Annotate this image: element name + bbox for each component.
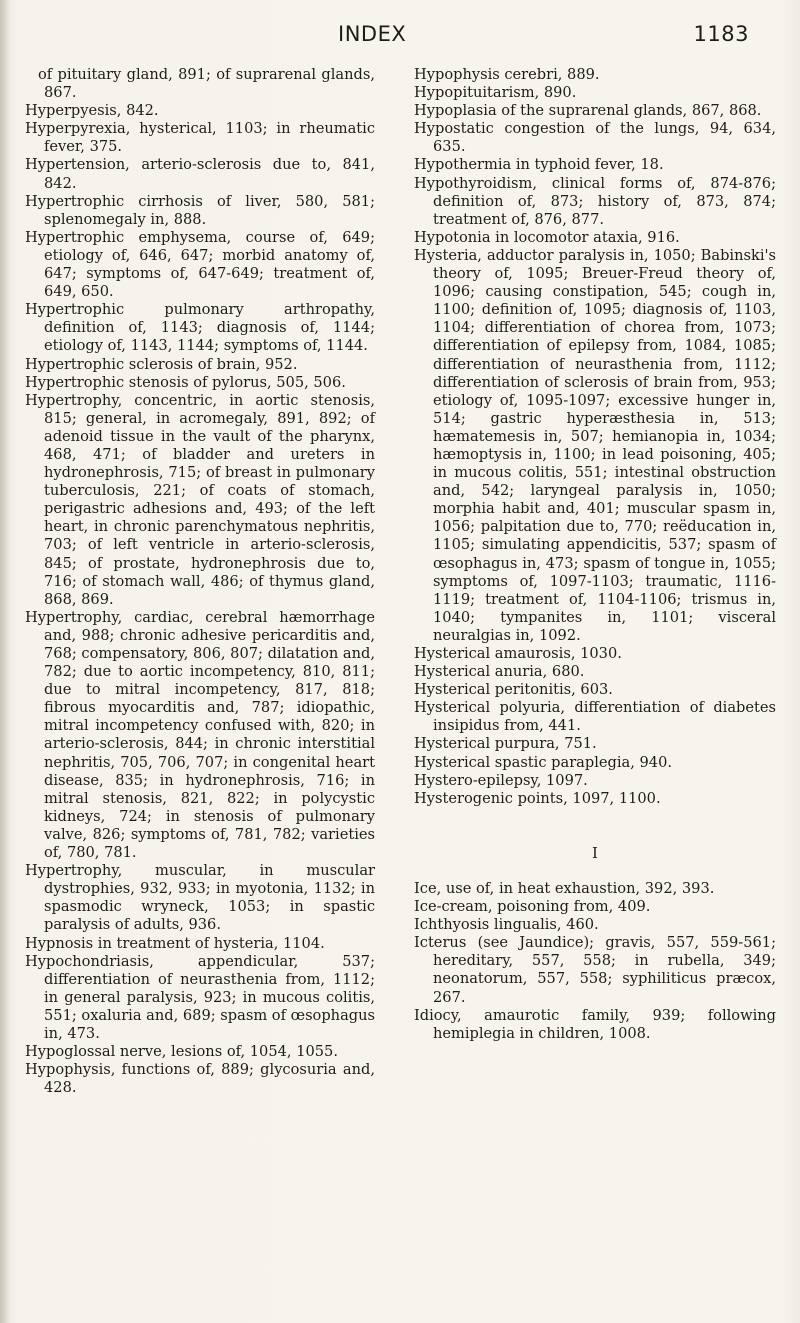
index-entry: Hypoplasia of the suprarenal glands, 867, 868. [414,102,762,120]
index-entry: Hypertrophic stenosis of pylorus, 505, 506. [25,373,346,391]
index-entry: Hypothyroidism, clinical forms of, 874-876; definition of, 873; history of, 873, 874; treatment of, 876, 877. [414,174,776,228]
section-letter: I [592,843,598,862]
index-entry: Hypertrophy, muscular, in muscular dystrophies, 932, 933; in myotonia, 1132; in spasmodic wryneck, 1053; in spastic paralysis of adults, 936. [25,862,375,934]
index-entry: Hypertension, arterio-sclerosis due to, 841, 842. [25,156,375,192]
index-entry: Hyperpyesis, 842. [25,102,159,120]
page-header [0,22,800,52]
index-entry: Hypertrophic cirrhosis of liver, 580, 581; splenomegaly in, 888. [25,192,375,228]
index-entry: Hysterical purpura, 751. [414,735,597,753]
index-entry: Hypertrophy, concentric, in aortic stenosis, 815; general, in acromegaly, 891, 892; of adenoid tissue in the vault of the pharynx, 468, 471; of bladder and ureters in hydronephrosis, 715; of breast in pulmonary tuberculosis, 221; of coats of stomach, perigastric adhesions and, 493; of the left heart, in chronic parenchymatous nephritis, 703; of left ventricle in arterio-sclerosis, 845; of prostate, hydronephrosis due to, 716; of stomach wall, 486; of thymus gland, 868, 869. [25,391,375,608]
index-entry: Hystero-epilepsy, 1097. [414,771,588,789]
index-entry: Hypophysis, functions of, 889; glycosuria and, 428. [25,1061,375,1097]
index-entry: Hypophysis cerebri, 889. [414,66,600,83]
index-entry: Ice-cream, poisoning from, 409. [414,898,651,916]
page-number: 1183 [693,22,749,46]
right-column [414,66,776,1043]
index-entry: Hyperpyrexia, hysterical, 1103; in rheumatic fever, 375. [25,120,375,156]
index-entry: Hypostatic congestion of the lungs, 94, 634, 635. [414,120,776,156]
index-entry: Hysterical amaurosis, 1030. [414,645,622,662]
index-entry: Hypochondriasis, appendicular, 537; differentiation of neurasthenia from, 1112; in general paralysis, 923; in mucous colitis, 551; oxaluria and, 689; spasm of œsophagus in, 473. [25,952,376,1042]
index-entry: Hypopituitarism, 890. [414,84,577,102]
index-entry: Ice, use of, in heat exhaustion, 392, 393. [414,879,715,897]
index-entry: of pituitary gland, 891; of suprarenal glands, 867. [38,66,375,102]
index-entry: Hypotonia in locomotor ataxia, 916. [414,228,680,246]
index-entry: Hysterical spastic paraplegia, 940. [414,753,672,771]
index-entry: Ichthyosis lingualis, 460. [414,916,599,934]
index-entry: Hysteria, adductor paralysis in, 1050; Babinski's theory of, 1095; Breuer-Freud theory of, 1096; causing constipation, 545; cough in, 1100; definition of, 1095; diagnosis of, 1103, 1104; differentiation of chorea from, 1073; differentiation of epilepsy from, 1084, 1085; differentiation of neurasthenia from, 1112; differentiation of sclerosis of brain from, 953; etiology of, 1095-1097; excessive hunger in, 514; gastric hyperæsthesia in, 513; hæmatemesis in, 507; hemianopia in, 1034; hæmoptysis in, 1100; in lead poisoning, 405; in mucous colitis, 551; intestinal obstruction and, 542; laryngeal paralysis in, 1050; morphia habit and, 401; muscular spasm in, 1056; palpitation due to, 770; reëducation in, 1105; simulating appendicitis, 537; spasm of œsophagus in, 473; spasm of tongue in, 1055; symptoms of, 1097-1103; traumatic, 1116-1119; treatment of, 1104-1106; trismus in, 1040; tympanites in, 1101; visceral neuralgias in, 1092. [414,246,776,644]
index-entry: Hypothermia in typhoid fever, 18. [414,156,664,174]
index-entry: Idiocy, amaurotic family, 939; following hemiplegia in children, 1008. [414,1006,776,1042]
index-entry: Hypertrophic sclerosis of brain, 952. [25,355,298,373]
index-entry: Hypertrophy, cardiac, cerebral hæmorrhage and, 988; chronic adhesive pericarditis and, 768; compensatory, 806, 807; dilatation and, 782; due to aortic incompetency, 810, 811; due to mitral incompetency, 817, 818; fibrous myocarditis and, 787; idiopathic, mitral incompetency confused with, 820; in arterio-sclerosis, 844; in chronic interstitial nephritis, 705, 706, 707; in congenital heart disease, 835; in hydronephrosis, 716; in mitral stenosis, 821, 822; in polycystic kidneys, 724; in stenosis of pulmonary valve, 826; symptoms of, 781, 782; varieties of, 780, 781. [25,608,375,862]
index-entry: Hysterogenic points, 1097, 1100. [414,789,661,807]
index-entry: Hypertrophic emphysema, course of, 649; etiology of, 646, 647; morbid anatomy of, 647; symptoms of, 647-649; treatment of, 649, 650. [25,228,375,301]
index-entry: Hysterical polyuria, differentiation of diabetes insipidus from, 441. [414,699,776,735]
index-entry: Hypoglossal nerve, lesions of, 1054, 1055. [25,1043,338,1061]
index-entry: Hypertrophic pulmonary arthropathy, definition of, 1143; diagnosis of, 1144; etiology of, 1143, 1144; symptoms of, 1144. [25,301,375,355]
index-entry: Hysterical peritonitis, 603. [414,681,613,699]
index-entry: Hypnosis in treatment of hysteria, 1104. [25,934,325,952]
index-entry: Icterus (see Jaundice); gravis, 557, 559-561; hereditary, 557, 558; in rubella, 349; neonatorum, 557, 558; syphiliticus præcox, 267. [414,934,776,1006]
left-column [25,66,375,1097]
binding-edge [0,0,10,1323]
index-entry: Hysterical anuria, 680. [414,663,585,681]
page-title: INDEX [338,22,407,46]
